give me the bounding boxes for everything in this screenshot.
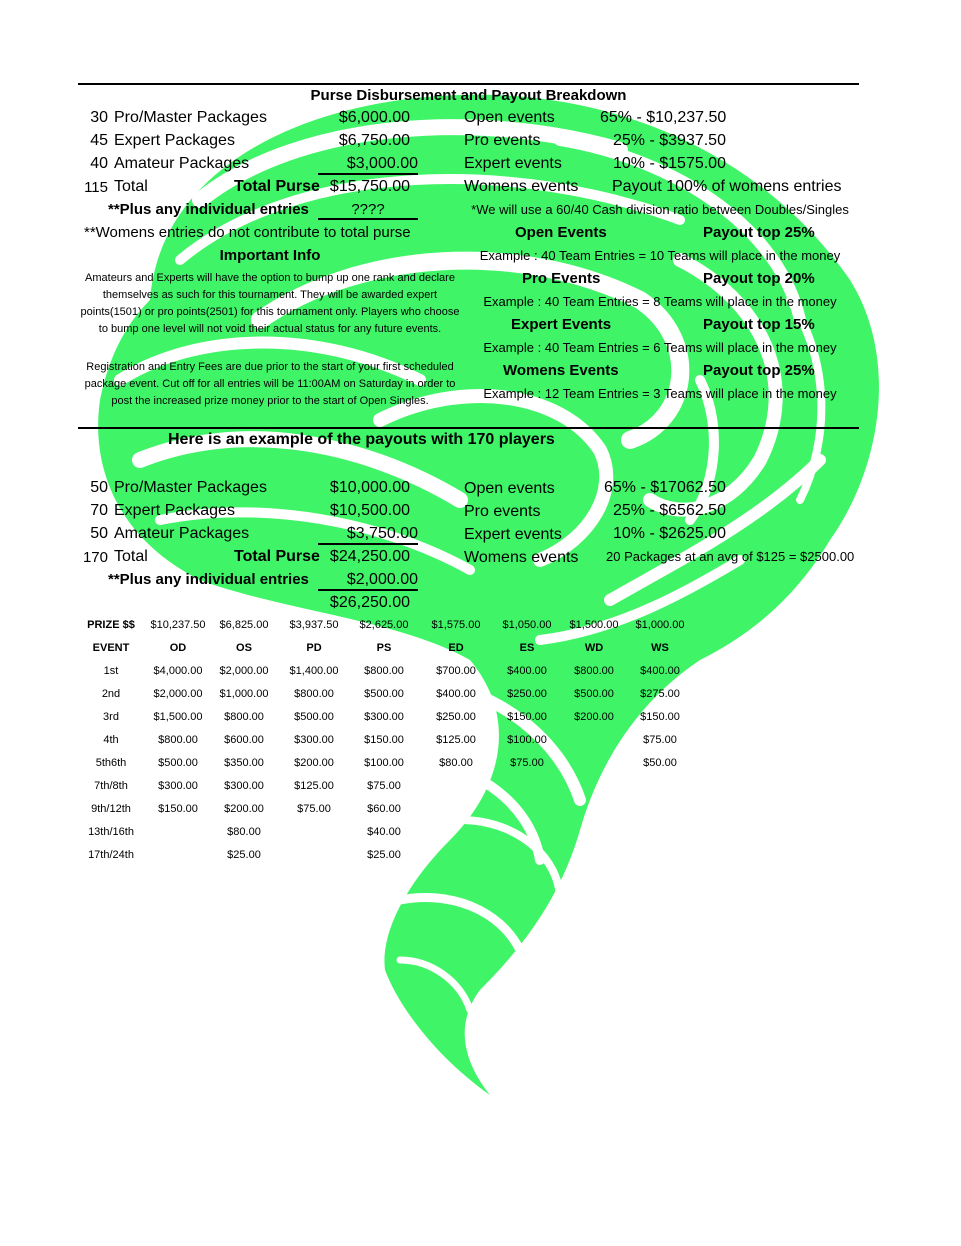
payout-example: Example : 40 Team Entries = 10 Teams will place in the money bbox=[479, 248, 841, 263]
top-rule bbox=[78, 83, 859, 85]
table-cell: $150.00 bbox=[507, 711, 547, 723]
event-name: Open events bbox=[464, 109, 555, 126]
total-count: 115 bbox=[84, 179, 108, 196]
table-cell: PD bbox=[306, 642, 322, 654]
total-label: Total bbox=[114, 178, 148, 195]
table-cell: $200.00 bbox=[574, 711, 614, 723]
table-row-label: 3rd bbox=[103, 711, 119, 723]
table-cell: $1,500.00 bbox=[153, 711, 203, 723]
table-cell: $3,937.50 bbox=[289, 619, 339, 631]
table-row-label: EVENT bbox=[92, 642, 130, 654]
table-row-label: 5th6th bbox=[95, 757, 127, 769]
event-name: Expert events bbox=[464, 526, 562, 543]
package-amount: $10,500.00 bbox=[329, 502, 410, 519]
table-cell: $500.00 bbox=[294, 711, 334, 723]
package-count: 45 bbox=[90, 132, 108, 149]
payout-top: Payout top 25% bbox=[703, 362, 815, 379]
table-cell: $2,625.00 bbox=[359, 619, 409, 631]
table-cell: $300.00 bbox=[364, 711, 404, 723]
table-row-label: PRIZE $$ bbox=[87, 619, 135, 631]
table-cell: $200.00 bbox=[294, 757, 334, 769]
table-cell: $300.00 bbox=[224, 780, 264, 792]
table-cell: $500.00 bbox=[158, 757, 198, 769]
table-cell: $150.00 bbox=[640, 711, 680, 723]
table-cell: $800.00 bbox=[294, 688, 334, 700]
event-name: Womens events bbox=[464, 549, 579, 566]
table-cell: $25.00 bbox=[367, 849, 401, 861]
event-value: 65% - $17062.50 bbox=[604, 479, 726, 496]
package-amount: $10,000.00 bbox=[329, 479, 410, 496]
table-cell: $150.00 bbox=[158, 803, 198, 815]
table-cell: $6,825.00 bbox=[219, 619, 269, 631]
table-cell: $125.00 bbox=[436, 734, 476, 746]
table-cell: $25.00 bbox=[227, 849, 261, 861]
table-row-label: 13th/16th bbox=[88, 826, 134, 838]
event-value: 10% - $1575.00 bbox=[613, 155, 726, 172]
table-cell: $1,050.00 bbox=[502, 619, 552, 631]
table-cell: $2,000.00 bbox=[219, 665, 269, 677]
table-cell: $300.00 bbox=[158, 780, 198, 792]
table-cell: $800.00 bbox=[158, 734, 198, 746]
section-divider bbox=[78, 427, 859, 429]
package-label: Amateur Packages bbox=[114, 525, 250, 542]
table-cell: $800.00 bbox=[574, 665, 614, 677]
event-name: Open events bbox=[464, 480, 555, 497]
total-purse-label: Total Purse bbox=[234, 178, 320, 195]
table-cell: $700.00 bbox=[436, 665, 476, 677]
package-count: 70 bbox=[90, 502, 108, 519]
package-label: Expert Packages bbox=[114, 502, 235, 519]
table-row bbox=[78, 752, 718, 775]
event-name: Pro events bbox=[464, 503, 541, 520]
table-cell: WS bbox=[651, 642, 669, 654]
package-count: 40 bbox=[90, 155, 108, 172]
table-cell: $300.00 bbox=[294, 734, 334, 746]
table-cell: $600.00 bbox=[224, 734, 264, 746]
package-amount: $6,000.00 bbox=[338, 109, 410, 126]
table-cell: $1,000.00 bbox=[635, 619, 685, 631]
event-value: Payout 100% of womens entries bbox=[612, 178, 842, 195]
table-cell: $1,000.00 bbox=[219, 688, 269, 700]
event-name: Expert events bbox=[464, 155, 562, 172]
table-cell: $80.00 bbox=[227, 826, 261, 838]
table-event-row bbox=[78, 637, 718, 660]
payout-event-name: Pro Events bbox=[522, 270, 601, 287]
table-cell: OD bbox=[169, 642, 187, 654]
event-name: Womens events bbox=[464, 178, 579, 195]
page-title: Purse Disbursement and Payout Breakdown bbox=[310, 87, 627, 104]
event-value: 10% - $2625.00 bbox=[613, 525, 726, 542]
package-count: 50 bbox=[90, 525, 108, 542]
table-row bbox=[78, 683, 718, 706]
table-cell: WD bbox=[584, 642, 604, 654]
important-info-paragraph: Amateurs and Experts will have the option to bump up one rank and declare themselves as such for this tournament. They will be awarded expert points(1501) or pro points(2501) for this tournament only. Players who choose to bump one level will not void their actual status for any future events. bbox=[80, 272, 460, 335]
payout-top: Payout top 25% bbox=[703, 224, 815, 241]
table-cell: $1,500.00 bbox=[569, 619, 619, 631]
package-amount: $6,750.00 bbox=[338, 132, 410, 149]
table-row bbox=[78, 821, 718, 844]
package-count: 50 bbox=[90, 479, 108, 496]
important-info-title: Important Info bbox=[219, 247, 321, 264]
table-cell: $500.00 bbox=[364, 688, 404, 700]
table-cell: PS bbox=[376, 642, 392, 654]
table-cell: $1,400.00 bbox=[289, 665, 339, 677]
table-cell: $75.00 bbox=[367, 780, 401, 792]
table-cell: $40.00 bbox=[367, 826, 401, 838]
total-purse-amount: $24,250.00 bbox=[329, 548, 410, 565]
package-label: Pro/Master Packages bbox=[114, 479, 267, 496]
payout-example: Example : 40 Team Entries = 8 Teams will place in the money bbox=[483, 294, 837, 309]
section2-heading: Here is an example of the payouts with 170 players bbox=[168, 431, 555, 448]
table-row-label: 17th/24th bbox=[88, 849, 134, 861]
table-row-label: 9th/12th bbox=[91, 803, 131, 815]
table-cell: $1,575.00 bbox=[431, 619, 481, 631]
table-row-label: 2nd bbox=[101, 688, 121, 700]
table-cell: $400.00 bbox=[507, 665, 547, 677]
registration-paragraph: Registration and Entry Fees are due prior to the start of your first scheduled package event. Cut off for all entries will be 11:00AM on Saturday in order to post the increased prize money prior to the start of Open Singles. bbox=[84, 361, 456, 407]
package-label: Pro/Master Packages bbox=[114, 109, 267, 126]
table-row bbox=[78, 660, 718, 683]
table-row bbox=[78, 844, 718, 867]
table-cell: $50.00 bbox=[643, 757, 677, 769]
table-cell: $125.00 bbox=[294, 780, 334, 792]
payout-event-name: Expert Events bbox=[511, 316, 612, 333]
package-amount: $3,000.00 bbox=[318, 155, 418, 175]
plus-entries-label: **Plus any individual entries bbox=[108, 201, 309, 218]
plus-entries-label: **Plus any individual entries bbox=[108, 571, 309, 588]
plus-entries-value: $2,000.00 bbox=[318, 571, 418, 591]
payout-example: Example : 12 Team Entries = 3 Teams will place in the money bbox=[483, 386, 837, 401]
package-label: Expert Packages bbox=[114, 132, 235, 149]
total-purse-label: Total Purse bbox=[234, 548, 320, 565]
table-cell: $10,237.50 bbox=[150, 619, 206, 631]
table-row bbox=[78, 775, 718, 798]
table-cell: $2,000.00 bbox=[153, 688, 203, 700]
table-row-label: 1st bbox=[103, 665, 119, 677]
table-cell: $4,000.00 bbox=[153, 665, 203, 677]
table-cell: $400.00 bbox=[640, 665, 680, 677]
plus-entries-value: ???? bbox=[318, 201, 418, 220]
table-cell: $800.00 bbox=[364, 665, 404, 677]
total-label: Total bbox=[114, 548, 148, 565]
payout-event-name: Open Events bbox=[515, 224, 607, 241]
table-cell: $250.00 bbox=[507, 688, 547, 700]
payout-event-name: Womens Events bbox=[503, 362, 619, 379]
table-row-label: 4th bbox=[103, 734, 119, 746]
payout-example: Example : 40 Team Entries = 6 Teams will place in the money bbox=[483, 340, 837, 355]
table-cell: ED bbox=[448, 642, 464, 654]
payout-top: Payout top 15% bbox=[703, 316, 815, 333]
table-cell: $75.00 bbox=[510, 757, 544, 769]
table-cell: $150.00 bbox=[364, 734, 404, 746]
package-label: Amateur Packages bbox=[114, 155, 250, 172]
total-count: 170 bbox=[82, 549, 108, 566]
event-value: 25% - $6562.50 bbox=[613, 502, 726, 519]
table-cell: OS bbox=[236, 642, 252, 654]
event-value: 25% - $3937.50 bbox=[613, 132, 726, 149]
womens-note: **Womens entries do not contribute to total purse bbox=[84, 224, 411, 241]
event-value: 20 Packages at an avg of $125 = $2500.00 bbox=[606, 549, 855, 564]
table-cell: $60.00 bbox=[367, 803, 401, 815]
table-cell: $200.00 bbox=[224, 803, 264, 815]
table-row-label: 7th/8th bbox=[94, 780, 128, 792]
event-name: Pro events bbox=[464, 132, 541, 149]
table-cell: $275.00 bbox=[640, 688, 680, 700]
table-cell: $400.00 bbox=[436, 688, 476, 700]
table-cell: $80.00 bbox=[439, 757, 473, 769]
table-row bbox=[78, 798, 718, 821]
table-cell: $500.00 bbox=[574, 688, 614, 700]
cash-division-note: *We will use a 60/40 Cash division ratio between Doubles/Singles bbox=[471, 202, 849, 217]
table-cell: $75.00 bbox=[297, 803, 331, 815]
table-cell: $100.00 bbox=[507, 734, 547, 746]
table-row bbox=[78, 706, 718, 729]
table-cell: $100.00 bbox=[364, 757, 404, 769]
package-count: 30 bbox=[90, 109, 108, 126]
table-cell: $75.00 bbox=[643, 734, 677, 746]
table-cell: $800.00 bbox=[224, 711, 264, 723]
grand-total: $26,250.00 bbox=[329, 594, 410, 611]
payout-top: Payout top 20% bbox=[703, 270, 815, 287]
table-row bbox=[78, 729, 718, 752]
table-prize-row bbox=[78, 614, 718, 637]
table-cell: $250.00 bbox=[436, 711, 476, 723]
package-amount: $3,750.00 bbox=[318, 525, 418, 545]
table-cell: ES bbox=[519, 642, 535, 654]
table-cell: $350.00 bbox=[224, 757, 264, 769]
total-purse-amount: $15,750.00 bbox=[329, 178, 410, 195]
event-value: 65% - $10,237.50 bbox=[600, 109, 727, 126]
